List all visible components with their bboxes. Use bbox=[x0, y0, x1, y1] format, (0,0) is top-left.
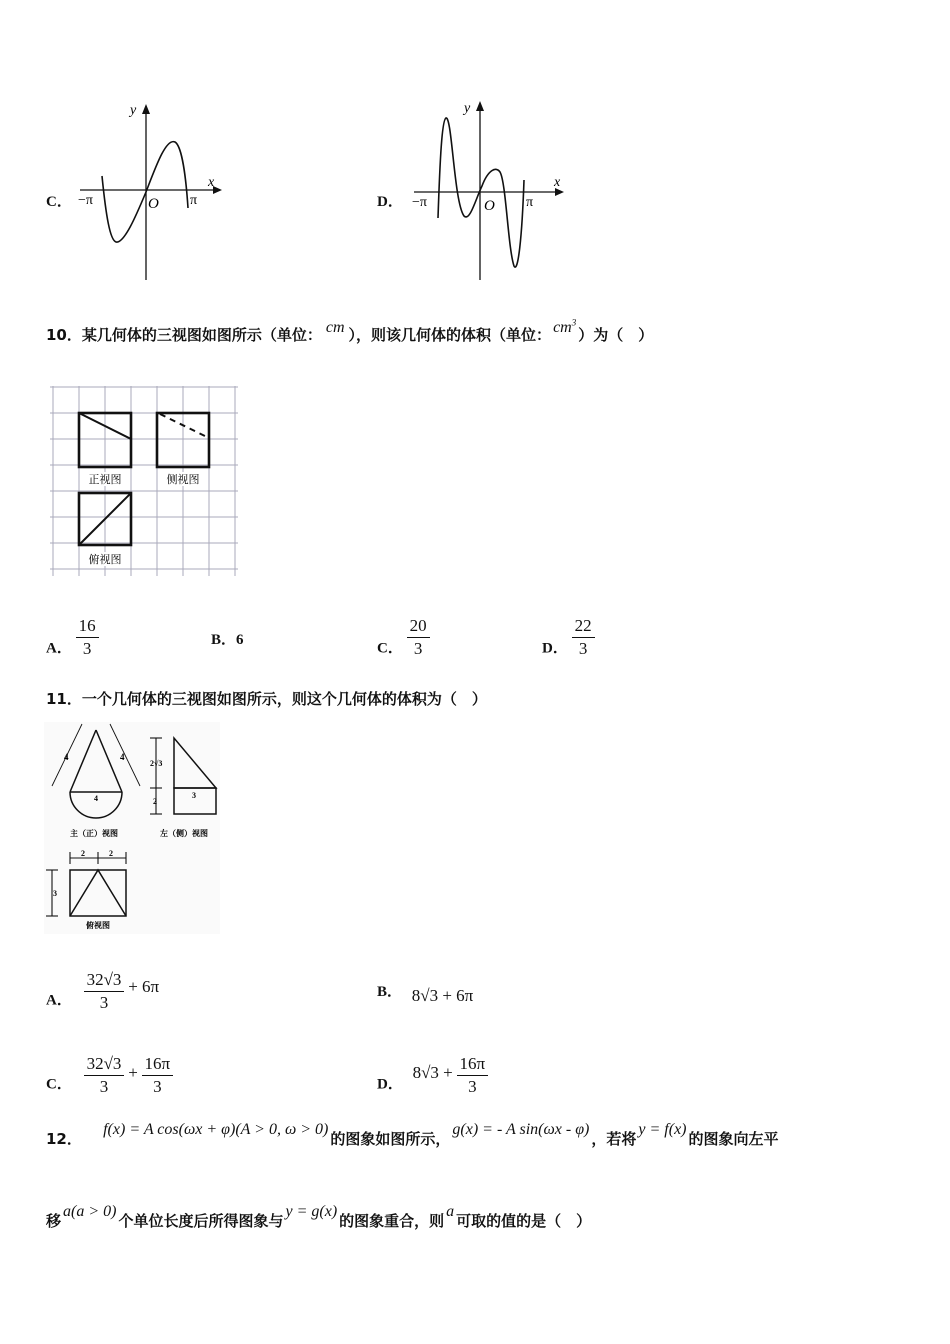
dim-3: 3 bbox=[192, 791, 196, 800]
option-c-label: C． bbox=[46, 194, 72, 210]
origin-label: O bbox=[148, 196, 159, 212]
curve-c bbox=[102, 142, 188, 242]
q10-option-d[interactable]: D． $\frac{22}{3}$ bbox=[542, 628, 595, 670]
front-caption: 主（正）视图 bbox=[70, 829, 118, 838]
left-caption: 左（侧）视图 bbox=[160, 829, 208, 838]
y-axis-arrow bbox=[142, 104, 150, 114]
y-axis-arrow bbox=[476, 101, 484, 111]
graph-c bbox=[70, 98, 230, 284]
x-axis-arrow bbox=[213, 186, 222, 194]
y-equals-f: y = f(x) bbox=[638, 1121, 687, 1138]
x-label: x bbox=[208, 175, 215, 190]
q12-line-1: 12． f(x) = A cos(ωx + φ)(A > 0, ω > 0)的图象如图所示，g(x) = - A sin(ωx - φ)，若将y = f(x)的图象向左平 bbox=[46, 1121, 779, 1148]
dim-2r3: 2√3 bbox=[150, 759, 163, 768]
f-definition: f(x) = A cos(ωx + φ)(A > 0, ω > 0) bbox=[103, 1121, 329, 1138]
dim-top-2b: 2 bbox=[109, 849, 113, 858]
neg-pi-label: −π bbox=[412, 195, 427, 210]
neg-pi-label: −π bbox=[78, 193, 93, 208]
q12-line-2: 移a(a > 0)个单位长度后所得图象与y = g(x)的图象重合，则a可取的值的是（ ） bbox=[46, 1203, 592, 1230]
pi-label: π bbox=[190, 193, 198, 208]
dim-top-2a: 2 bbox=[81, 849, 85, 858]
dim-top-3: 3 bbox=[53, 889, 57, 898]
a-condition: a(a > 0) bbox=[63, 1203, 117, 1220]
option-d-label: D． bbox=[377, 194, 403, 210]
dim-4b: 4 bbox=[120, 752, 125, 762]
dim-2: 2 bbox=[153, 797, 157, 806]
q11-option-b[interactable]: B． 8√3 + 6π bbox=[377, 984, 474, 1005]
q11-option-a[interactable]: A． $\frac{32√3}{3}$ + 6π bbox=[46, 970, 160, 1012]
q11-option-d[interactable]: D． 8√3 + $\frac{16\pi}{3}$ bbox=[377, 1064, 488, 1106]
top-view-caption: 俯视图 bbox=[88, 554, 122, 566]
q10-option-b[interactable]: B．6 bbox=[211, 632, 244, 648]
q11-option-c[interactable]: C． $\frac{32√3}{3}$ + $\frac{16\pi}{3}$ bbox=[46, 1064, 173, 1106]
a-variable: a bbox=[446, 1203, 455, 1220]
x-label: x bbox=[554, 175, 561, 190]
q10-text: 10．某几何体的三视图如图所示（单位： cm ），则该几何体的体积（单位： $cm^3$）为（ ） bbox=[46, 317, 654, 344]
origin-label: O bbox=[484, 198, 495, 214]
side-view-caption: 侧视图 bbox=[166, 474, 200, 486]
q10-three-view-figure bbox=[50, 386, 240, 578]
q10-option-a[interactable]: A． $\frac{16}{3}$ bbox=[46, 628, 99, 670]
g-definition: g(x) = - A sin(ωx - φ) bbox=[452, 1121, 590, 1138]
y-label: y bbox=[464, 101, 471, 116]
q11-three-view-figure bbox=[44, 722, 220, 934]
dim-4a: 4 bbox=[64, 752, 69, 762]
q11-text: 11．一个几何体的三视图如图所示，则这个几何体的体积为（ ） bbox=[46, 690, 487, 708]
front-view-caption: 正视图 bbox=[88, 474, 122, 486]
top-caption: 俯视图 bbox=[86, 921, 110, 930]
y-equals-g: y = g(x) bbox=[285, 1203, 338, 1220]
graph-d bbox=[404, 98, 574, 284]
side-view-dashed-line bbox=[160, 414, 209, 438]
q10-option-c[interactable]: C． $\frac{20}{3}$ bbox=[377, 628, 430, 670]
y-label: y bbox=[130, 103, 137, 118]
pi-label: π bbox=[526, 195, 534, 210]
dim-4c: 4 bbox=[94, 794, 98, 803]
